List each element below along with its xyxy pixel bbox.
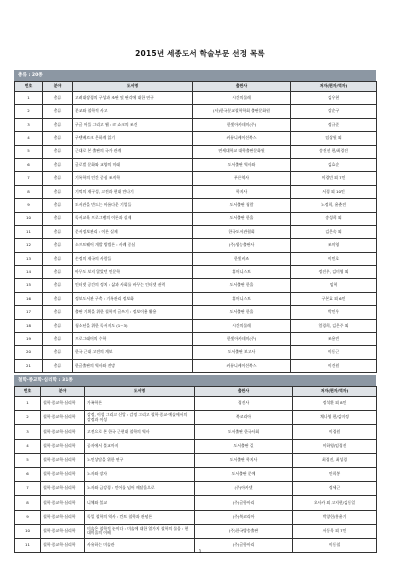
row-publisher: (사)한국분교철학학회 출판문화원: [193, 105, 291, 118]
row-category: 철학·종교학·심리학: [41, 425, 85, 439]
table-row: [15, 92, 377, 105]
row-category: 총류: [43, 225, 73, 238]
row-book-title: 손정의 제국의 사람들: [73, 252, 193, 265]
row-category: 철학·종교학·심리학: [41, 397, 85, 411]
row-author: 정석환 외 8인: [293, 397, 377, 411]
row-book-title: 한글출판의 역사와 전망: [73, 359, 193, 372]
row-publisher: (주)아카넷: [195, 482, 293, 496]
row-number: 3: [15, 118, 43, 131]
row-publisher: 도서출판 한울: [193, 279, 291, 292]
row-publisher: 시간의물레: [193, 319, 291, 332]
row-author: 이경원: [293, 425, 377, 439]
row-book-title: 고려대장경의 구성과 조판 및 판각에 대한 연구: [73, 92, 193, 105]
row-author: 구본효 외 6인: [291, 292, 377, 305]
row-author: 박창헌/홍윤기: [293, 510, 377, 524]
table-row: [15, 279, 377, 292]
table-row: [15, 239, 377, 252]
table-row: [15, 346, 377, 359]
row-author: 최경진, 최성경: [293, 453, 377, 467]
table-row: [15, 524, 377, 538]
column-header: 출판사: [193, 82, 291, 92]
row-publisher: 도서출판 한국사회: [195, 425, 293, 439]
row-publisher: 도서출판 길: [195, 439, 293, 453]
table-row: [15, 359, 377, 372]
row-number: 6: [15, 467, 41, 481]
row-number: 3: [15, 425, 41, 439]
row-book-title: 도서관을 만드는 아름다운 기업들: [73, 199, 193, 212]
row-book-title: 기억의 재구성, 고전과 현대 만나기: [73, 185, 193, 198]
page-number: 1: [198, 550, 202, 555]
row-number: 4: [15, 439, 41, 453]
row-publisher: (주)글항아리: [195, 538, 293, 552]
row-number: 6: [15, 158, 43, 171]
row-book-title: 니체와 불교: [85, 496, 195, 510]
table-row: [15, 199, 377, 212]
row-category: 총류: [43, 158, 73, 171]
table-row: [15, 306, 377, 319]
row-number: 18: [15, 319, 43, 332]
row-author: 송진선 편/최경진: [291, 145, 377, 158]
row-number: 16: [15, 292, 43, 305]
row-author: 조미영: [291, 239, 377, 252]
row-publisher: 도서출판 한울: [193, 306, 291, 319]
row-publisher: 도서출판 청람: [193, 199, 291, 212]
row-number: 5: [15, 453, 41, 467]
row-publisher: 도서출판 학지사: [195, 453, 293, 467]
row-category: 총류: [43, 306, 73, 319]
general-works-table: [14, 81, 377, 373]
row-publisher: (주)북코리아: [195, 510, 293, 524]
row-category: 총류: [43, 145, 73, 158]
section-header-philosophy: 철학·종교학·심리학 : 31종: [14, 375, 376, 386]
row-publisher: (주)생능출판사: [193, 239, 291, 252]
table-row: [15, 185, 377, 198]
row-number: 20: [15, 346, 43, 359]
row-author: 이경민 외 7인: [291, 172, 377, 185]
row-category: 총류: [43, 105, 73, 118]
row-book-title: 노인상담을 위한 연구: [85, 453, 195, 467]
row-book-title: 감정, 이성 그리고 신앙 : 감정 그리고 철학·종교·예술에서의 감정과 이성: [85, 411, 195, 425]
row-category: 총류: [43, 333, 73, 346]
table-row: [15, 158, 377, 171]
row-author: 이동근: [291, 346, 377, 359]
table-row: [15, 225, 377, 238]
row-number: 9: [15, 199, 43, 212]
row-number: 2: [15, 105, 43, 118]
table-row: [15, 439, 377, 453]
table-row: [15, 425, 377, 439]
row-publisher: 푸른역사: [193, 172, 291, 185]
row-number: 2: [15, 411, 41, 425]
row-category: 총류: [43, 118, 73, 131]
row-category: 철학·종교학·심리학: [41, 439, 85, 453]
table-row: [15, 319, 377, 332]
row-author: 서경 외 10인: [291, 185, 377, 198]
column-header: 분야: [41, 387, 85, 397]
row-publisher: 학지사: [193, 185, 291, 198]
table-row: [15, 292, 377, 305]
row-book-title: 기록학의 인간 중심 조직학: [73, 172, 193, 185]
table-header-row: [15, 387, 377, 397]
row-publisher: 커뮤니케이션북스: [193, 359, 291, 372]
row-number: 12: [15, 239, 43, 252]
row-book-title: 글로벌 문화와 교양의 미래: [73, 158, 193, 171]
philosophy-table: [14, 386, 377, 553]
row-category: 총류: [43, 346, 73, 359]
section-header-general: 총류 : 20종: [14, 70, 376, 81]
row-author: 김우현: [291, 92, 377, 105]
row-book-title: 독일 철학의 역사 : 칸트 철학과 관념론: [85, 510, 195, 524]
row-publisher: 경진사: [195, 397, 293, 411]
row-category: 총류: [43, 212, 73, 225]
row-publisher: 도서출판 보고사: [193, 346, 291, 359]
row-author: 안희봉: [293, 467, 377, 481]
row-book-title: 독서교육 프로그램의 이론과 실제: [73, 212, 193, 225]
row-book-title: 노자와 장자: [85, 467, 195, 481]
row-author: 박인우: [291, 306, 377, 319]
row-category: 총류: [43, 172, 73, 185]
row-number: 8: [15, 496, 41, 510]
table-row: [15, 496, 377, 510]
row-book-title: 프로그래머의 수학: [73, 333, 193, 346]
row-author: 김은숙 외: [291, 225, 377, 238]
row-book-title: 근대로 본 출판의 국가 관계: [73, 145, 193, 158]
row-book-title: 정보도서관 구축 : 기록관리 정보화: [73, 292, 193, 305]
row-category: 총류: [43, 92, 73, 105]
row-author: 정세근: [293, 482, 377, 496]
table-row: [15, 172, 377, 185]
row-number: 11: [15, 225, 43, 238]
row-category: 철학·종교학·심리학: [41, 467, 85, 481]
row-publisher: 한빛아카데미(주): [193, 118, 291, 131]
row-author: 노정희, 윤춘전: [291, 199, 377, 212]
row-number: 13: [15, 252, 43, 265]
row-publisher: 한빛아카데미(주): [193, 333, 291, 346]
row-author: 정규준: [291, 118, 377, 131]
row-book-title: 사유하는 미술관: [85, 538, 195, 552]
table-row: [15, 411, 377, 425]
row-publisher: 커뮤니케이션북스: [193, 132, 291, 145]
row-book-title: 아무도 보지 않았던 인문학: [73, 266, 193, 279]
row-publisher: 시간의물레: [193, 92, 291, 105]
column-header: 번호: [15, 387, 41, 397]
row-book-title: 분교와 철학적 사고: [73, 105, 193, 118]
row-publisher: 도서출판 역사와: [193, 158, 291, 171]
row-category: 철학·종교학·심리학: [41, 524, 85, 538]
row-author: 이건원: [291, 359, 377, 372]
row-author: 정진우, 김미영 외: [291, 266, 377, 279]
row-category: 총류: [43, 239, 73, 252]
table-row: [15, 453, 377, 467]
table-row: [15, 145, 377, 158]
row-category: 총류: [43, 266, 73, 279]
row-category: 총류: [43, 292, 73, 305]
row-publisher: 도서출판 문예: [195, 467, 293, 481]
row-author: 임혁: [291, 279, 377, 292]
row-number: 1: [15, 397, 41, 411]
row-category: 철학·종교학·심리학: [41, 496, 85, 510]
row-number: 10: [15, 524, 41, 538]
row-book-title: 노자와 금강경 : 언어를 넘어 깨달음으로: [85, 482, 195, 496]
row-publisher: 연세대학교 대학출판문화원: [193, 145, 291, 158]
row-publisher: 한국도서관협회: [193, 225, 291, 238]
row-book-title: 인터넷 공간의 정치 : 삶과 사회를 바꾸는 인터넷 권력: [73, 279, 193, 292]
column-header: 도서명: [85, 387, 195, 397]
column-header: 저자(편자/역자): [293, 387, 377, 397]
row-category: 총류: [43, 359, 73, 372]
row-category: 철학·종교학·심리학: [41, 453, 85, 467]
row-book-title: 출판 기획을 위한 철학적 글쓰기 : 정보이용 활용: [73, 306, 193, 319]
column-header: 저자(편자/역자): [291, 82, 377, 92]
row-category: 총류: [43, 132, 73, 145]
row-author: 서동욱 외 7인: [293, 524, 377, 538]
row-number: 21: [15, 359, 43, 372]
row-category: 철학·종교학·심리학: [41, 538, 85, 552]
column-header: 도서명: [73, 82, 193, 92]
row-book-title: 가족학론: [85, 397, 195, 411]
row-author: 김효순: [291, 158, 377, 171]
row-author: 조용빈: [291, 333, 377, 346]
row-number: 8: [15, 185, 43, 198]
row-book-title: 고전으로 본 한국 근현대 철학의 역사: [85, 425, 195, 439]
table-row: [15, 212, 377, 225]
table-row: [15, 266, 377, 279]
row-category: 총류: [43, 199, 73, 212]
row-number: 4: [15, 132, 43, 145]
table-row: [15, 252, 377, 265]
table-row: [15, 132, 377, 145]
row-category: 총류: [43, 185, 73, 198]
row-book-title: 구글 어플 그리고 웹 : IT 쇼크의 조건: [73, 118, 193, 131]
row-book-title: 청소년을 위한 독서지도 (1~3): [73, 319, 193, 332]
column-header: 출판사: [195, 387, 293, 397]
row-book-title: 소프트웨어 개발 방법론 : 사례 중심: [73, 239, 193, 252]
row-author: 오사카 외 고지현/김동일: [293, 496, 377, 510]
row-number: 19: [15, 333, 43, 346]
table-row: [15, 105, 377, 118]
row-author: 이하영/임경진: [293, 439, 377, 453]
page-title: 2015년 세종도서 학술부문 선정 목록: [135, 49, 265, 58]
row-number: 17: [15, 306, 43, 319]
row-author: 엄경희, 김은주 외: [291, 319, 377, 332]
row-author: 임상원 외: [291, 132, 377, 145]
row-publisher: 한빛비즈: [193, 252, 291, 265]
row-category: 총류: [43, 319, 73, 332]
row-number: 9: [15, 510, 41, 524]
row-number: 5: [15, 145, 43, 158]
row-author: 채나영 편/김미정: [293, 411, 377, 425]
row-category: 총류: [43, 252, 73, 265]
row-category: 철학·종교학·심리학: [41, 411, 85, 425]
table-row: [15, 118, 377, 131]
row-number: 10: [15, 212, 43, 225]
row-category: 철학·종교학·심리학: [41, 510, 85, 524]
row-author: 이동철: [293, 538, 377, 552]
row-publisher: (주)한국방송출판: [195, 524, 293, 538]
row-number: 7: [15, 482, 41, 496]
row-publisher: 휴머니스트: [193, 266, 291, 279]
row-publisher: 도서출판 한울: [193, 212, 291, 225]
row-book-title: 미술은 철학적 눈이다 : 미술에 대한 열가지 철학의 물음 : 현대미술의 이해: [85, 524, 195, 538]
row-book-title: 한국 근대 고전의 계보: [73, 346, 193, 359]
row-author: 이민호: [291, 252, 377, 265]
row-book-title: 공자에서 불교까지: [85, 439, 195, 453]
table-row: [15, 467, 377, 481]
row-book-title: 문서정보관리 : 이론 실제: [73, 225, 193, 238]
row-book-title: 구텐베르크 은하계 읽기: [73, 132, 193, 145]
row-number: 15: [15, 279, 43, 292]
row-author: 송성희 외: [291, 212, 377, 225]
row-number: 7: [15, 172, 43, 185]
column-header: 번호: [15, 82, 43, 92]
table-row: [15, 482, 377, 496]
row-number: 11: [15, 538, 41, 552]
row-publisher: 북코리아: [195, 411, 293, 425]
row-publisher: 휴머니스트: [193, 292, 291, 305]
table-header-row: [15, 82, 377, 92]
row-number: 14: [15, 266, 43, 279]
table-row: [15, 397, 377, 411]
row-number: 1: [15, 92, 43, 105]
row-category: 총류: [43, 279, 73, 292]
table-row: [15, 333, 377, 346]
row-category: 철학·종교학·심리학: [41, 482, 85, 496]
table-row: [15, 510, 377, 524]
column-header: 분야: [43, 82, 73, 92]
row-publisher: (주)글항아리: [195, 496, 293, 510]
row-author: 강순구: [291, 105, 377, 118]
